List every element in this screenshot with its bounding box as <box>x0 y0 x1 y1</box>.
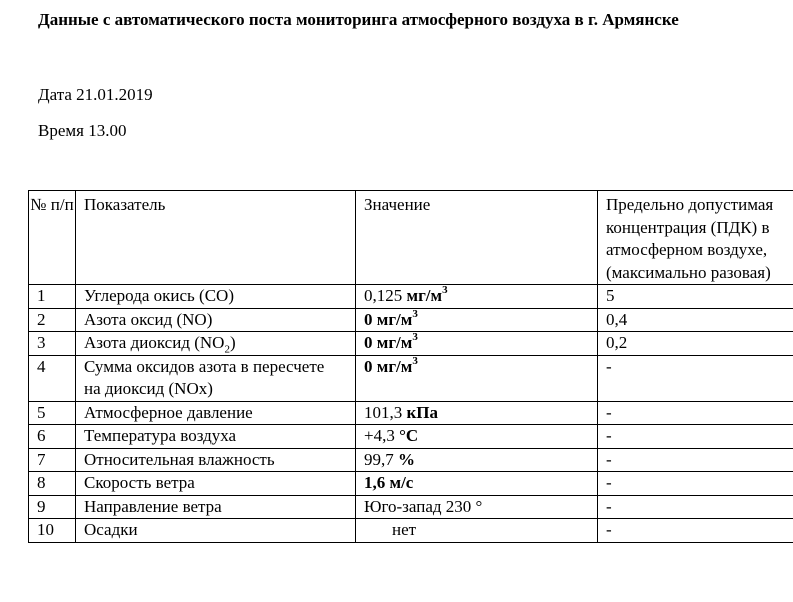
table-row <box>29 285 793 309</box>
row-pdk: - <box>598 495 793 519</box>
row-num: 2 <box>29 308 76 332</box>
table-header-row <box>29 191 793 285</box>
row-value <box>356 355 598 401</box>
row-name: Направление ветра <box>76 495 356 519</box>
row-num: 10 <box>29 519 76 543</box>
value-unit: кПа <box>406 402 439 422</box>
row-value <box>356 519 598 543</box>
row-pdk: 0,4 <box>598 308 793 332</box>
value-number: 101,3 <box>364 402 403 422</box>
table-row <box>29 472 793 496</box>
row-value <box>356 308 598 332</box>
table-row <box>29 355 793 401</box>
time-line: Время 13.00 <box>38 121 127 140</box>
value-number: +4,3 <box>364 426 395 445</box>
table-row <box>29 332 793 356</box>
row-value <box>356 425 598 449</box>
row-name: Сумма оксидов азота в пересчете на диоксид (NOx) <box>76 355 356 401</box>
row-num: 3 <box>29 332 76 356</box>
row-name: Относительная влажность <box>76 448 356 472</box>
row-pdk: 5 <box>598 285 793 309</box>
row-value <box>356 472 598 496</box>
row-name: Температура воздуха <box>76 425 356 449</box>
table-row <box>29 401 793 425</box>
row-num: 1 <box>29 285 76 309</box>
row-name: Скорость ветра <box>76 472 356 496</box>
row-value <box>356 332 598 356</box>
table-row <box>29 519 793 543</box>
header-name: Показатель <box>76 191 356 285</box>
row-num: 4 <box>29 355 76 401</box>
row-value <box>356 448 598 472</box>
value-unit: $мг/м^3$ <box>376 354 418 376</box>
row-pdk: - <box>598 519 793 543</box>
document-title: Данные с автоматического поста мониторинга атмосферного воздуха в г. Армянске <box>38 10 679 29</box>
row-name: Углерода окись (СО) <box>76 285 356 309</box>
row-name: Азота оксид (NO) <box>76 308 356 332</box>
row-pdk: - <box>598 448 793 472</box>
value-number: 99,7 <box>364 449 394 469</box>
value-unit: % <box>398 449 415 469</box>
row-num: 8 <box>29 472 76 496</box>
row-pdk: - <box>598 401 793 425</box>
value-unit: $мг/м^3$ <box>376 331 418 352</box>
row-pdk: 0,2 <box>598 332 793 356</box>
table-row <box>29 448 793 472</box>
row-name: Азота диоксид $(NO_2)$ <box>76 332 356 356</box>
value-unit: $мг/м^3$ <box>376 307 418 329</box>
row-pdk: - <box>598 355 793 401</box>
row-pdk: - <box>598 425 793 449</box>
header-value: Значение <box>356 191 598 285</box>
date-line: Дата 21.01.2019 <box>38 85 153 104</box>
row-value <box>356 401 598 425</box>
header-pdk: Предельно допустимая концентрация (ПДК) в атмосферном воздухе, (максимально разовая) <box>598 191 793 285</box>
value-number: 0 <box>364 333 373 352</box>
value-number: 0,125 <box>364 286 403 305</box>
value-unit: м/с <box>389 473 414 492</box>
row-value: Юго-запад 230 ° <box>356 495 598 519</box>
value-number: 1,6 <box>364 473 386 492</box>
value-unit: $мг/м^3$ <box>406 284 448 305</box>
row-num: 6 <box>29 425 76 449</box>
value-text: нет <box>392 520 417 539</box>
table-row <box>29 425 793 449</box>
value-unit: °С <box>399 426 419 445</box>
table-row <box>29 308 793 332</box>
monitoring-table <box>28 190 793 543</box>
row-name: Атмосферное давление <box>76 401 356 425</box>
header-num: № п/п <box>29 191 76 285</box>
value-number: 0 <box>364 309 373 329</box>
row-num: 5 <box>29 401 76 425</box>
value-number: 0 <box>364 356 373 376</box>
row-name: Осадки <box>76 519 356 543</box>
row-num: 9 <box>29 495 76 519</box>
row-num: 7 <box>29 448 76 472</box>
row-value <box>356 285 598 309</box>
row-pdk: - <box>598 472 793 496</box>
table-row <box>29 495 793 519</box>
